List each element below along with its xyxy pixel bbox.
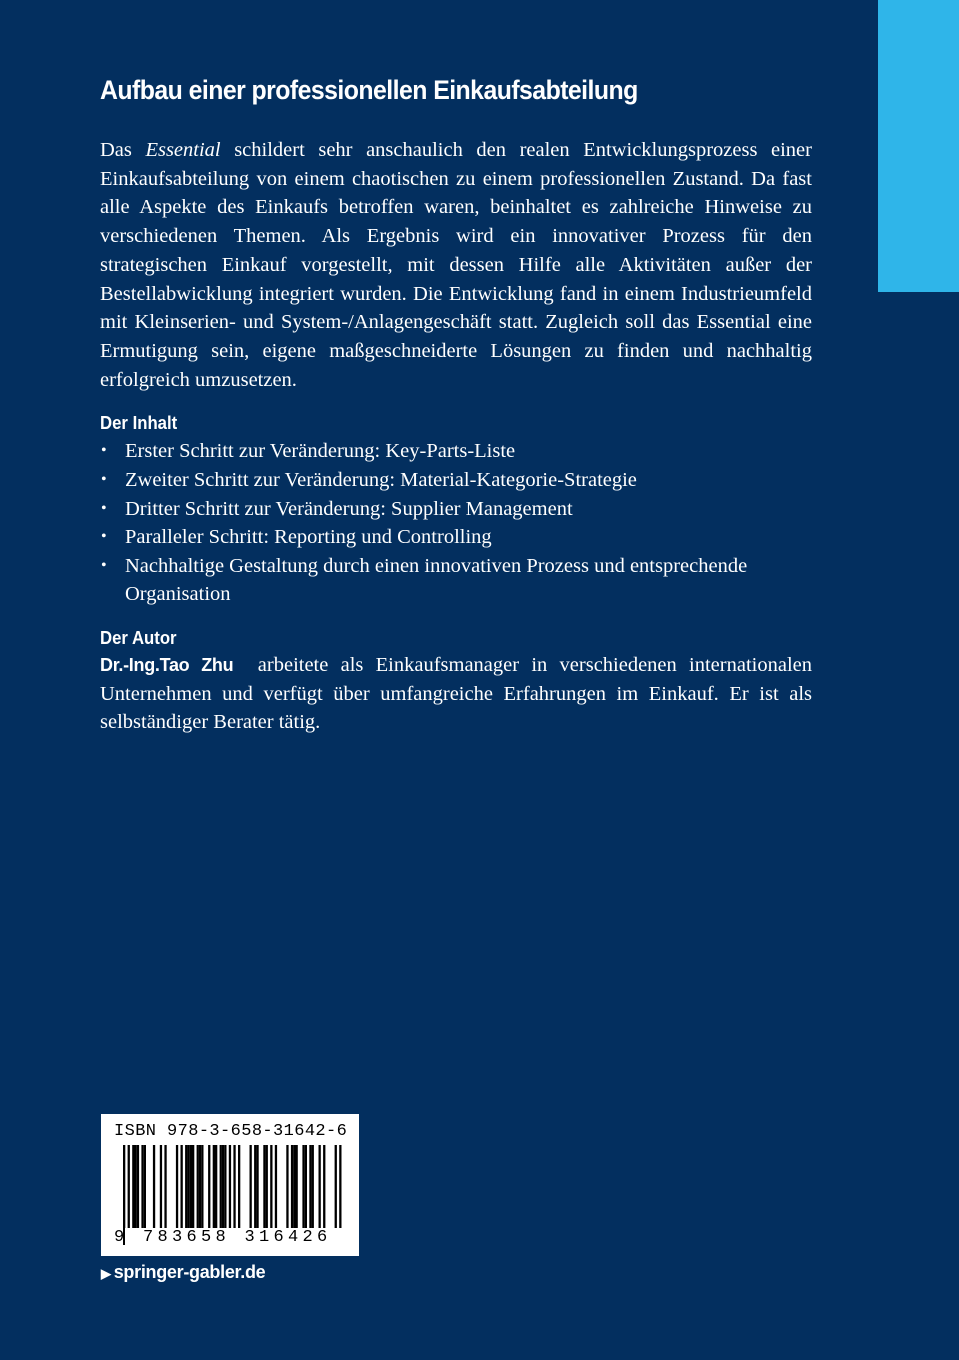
barcode-bar bbox=[263, 1145, 265, 1229]
isbn-number: ISBN 978-3-658-31642-6 bbox=[114, 1122, 348, 1141]
barcode-bar bbox=[254, 1145, 256, 1229]
barcode-bar bbox=[208, 1145, 210, 1229]
bullet-icon: • bbox=[101, 528, 107, 546]
barcode-bar bbox=[270, 1145, 272, 1229]
barcode-bar bbox=[302, 1145, 304, 1229]
barcode-bar bbox=[164, 1145, 166, 1229]
barcode-bar bbox=[215, 1145, 217, 1229]
barcode-bar bbox=[309, 1145, 311, 1229]
barcode-bar bbox=[296, 1145, 298, 1229]
accent-strip bbox=[878, 0, 959, 292]
contents-list bbox=[100, 437, 812, 609]
isbn-barcode bbox=[101, 1114, 359, 1256]
list-item bbox=[100, 523, 812, 552]
intro-text: schildert sehr anschaulich den realen Entwicklungsprozess einer Einkaufsabteilung von einem chaotischen zu einem professionellen Zustand. Da fast alle Aspekte des Einkaufs betroffen waren, beinhaltet es zahlreiche Hinweise zu verschiedenen Themen. Als Ergebnis wird ein innovativer Prozess für den strategischen Einkauf vorgestellt, mit dessen Hilfe alle Aktivitäten außer der Bestellabwicklung integriert wurden. Die Entwicklung fand in einem Industrieumfeld mit Kleinserien- und System-/Anlagengeschäft statt. Zugleich soll das Essential eine Ermutigung sein, eigene maßgeschneiderte Lösungen zu finden und nachhaltig erfolgreich umzusetzen. bbox=[100, 139, 812, 391]
publisher-link[interactable] bbox=[101, 1262, 265, 1283]
barcode-bar bbox=[213, 1145, 215, 1229]
bullet-icon: • bbox=[101, 499, 107, 517]
author-paragraph bbox=[100, 651, 812, 737]
intro-paragraph bbox=[100, 136, 812, 394]
list-item bbox=[100, 552, 812, 609]
list-item bbox=[100, 466, 812, 495]
ean-digits: 9 783658 316426 bbox=[114, 1228, 332, 1247]
list-item-text: Zweiter Schritt zur Veränderung: Material-Kategorie-Strategie bbox=[125, 468, 637, 491]
barcode-bar bbox=[222, 1145, 224, 1229]
list-item-text: Paralleler Schritt: Reporting und Controlling bbox=[125, 526, 492, 549]
barcode-bar bbox=[266, 1145, 268, 1229]
barcode-bar bbox=[238, 1145, 240, 1229]
barcode-bar bbox=[153, 1145, 155, 1229]
barcode-bar bbox=[286, 1145, 288, 1229]
triangle-right-icon: ▶ bbox=[101, 1266, 111, 1281]
barcode-bar bbox=[190, 1145, 192, 1229]
barcode-bar bbox=[141, 1145, 143, 1229]
barcode-bar bbox=[197, 1145, 199, 1229]
barcode-bar bbox=[224, 1145, 226, 1229]
list-item-text: Nachhaltige Gestaltung durch einen innovativen Prozess und entsprechende Organisation bbox=[125, 554, 748, 606]
barcode-bar bbox=[199, 1145, 201, 1229]
barcode-bar bbox=[185, 1145, 187, 1229]
barcode-bar bbox=[187, 1145, 189, 1229]
author-heading: Der Autor bbox=[100, 627, 177, 648]
bullet-icon: • bbox=[101, 556, 107, 574]
barcode-bar bbox=[192, 1145, 194, 1229]
intro-prefix: Das bbox=[100, 139, 146, 161]
list-item bbox=[100, 495, 812, 524]
barcode-bar bbox=[293, 1145, 295, 1229]
bullet-icon: • bbox=[101, 442, 107, 460]
list-item bbox=[100, 437, 812, 466]
barcode-bar bbox=[275, 1145, 277, 1229]
author-name: Dr.-Ing.Tao Zhu bbox=[100, 654, 234, 675]
barcode-bar bbox=[137, 1145, 139, 1229]
barcode-bar bbox=[132, 1145, 134, 1229]
barcode-bar bbox=[256, 1145, 258, 1229]
page-title: Aufbau einer professionellen Einkaufsabteilung bbox=[100, 75, 638, 105]
bullet-icon: • bbox=[101, 470, 107, 488]
author-bio: arbeitete als Einkaufsmanager in verschiedenen internationalen Unternehmen und verfügt über umfangreiche Erfahrungen im Einkauf. Er ist als selbständiger Berater tätig. bbox=[100, 653, 812, 734]
barcode-bar bbox=[181, 1145, 183, 1229]
list-item-text: Erster Schritt zur Veränderung: Key-Parts-Liste bbox=[125, 440, 516, 463]
intro-emphasis: Essential bbox=[145, 139, 221, 161]
barcode-bar bbox=[201, 1145, 203, 1229]
list-item-text: Dritter Schritt zur Veränderung: Supplier Management bbox=[125, 497, 573, 520]
barcode-bar bbox=[144, 1145, 146, 1229]
back-cover-text bbox=[100, 72, 812, 737]
barcode-bar bbox=[305, 1145, 307, 1229]
publisher-url: springer-gabler.de bbox=[113, 1262, 266, 1282]
barcode-bar bbox=[250, 1145, 252, 1229]
barcode-bar bbox=[135, 1145, 137, 1229]
barcode-bar bbox=[319, 1145, 321, 1229]
barcode-bar bbox=[323, 1145, 325, 1229]
contents-heading: Der Inhalt bbox=[100, 413, 178, 434]
barcode-bar bbox=[220, 1145, 222, 1229]
barcode-bar bbox=[176, 1145, 178, 1229]
barcode-bar bbox=[160, 1145, 162, 1229]
barcode-bar bbox=[312, 1145, 314, 1229]
barcode-bar bbox=[291, 1145, 293, 1229]
